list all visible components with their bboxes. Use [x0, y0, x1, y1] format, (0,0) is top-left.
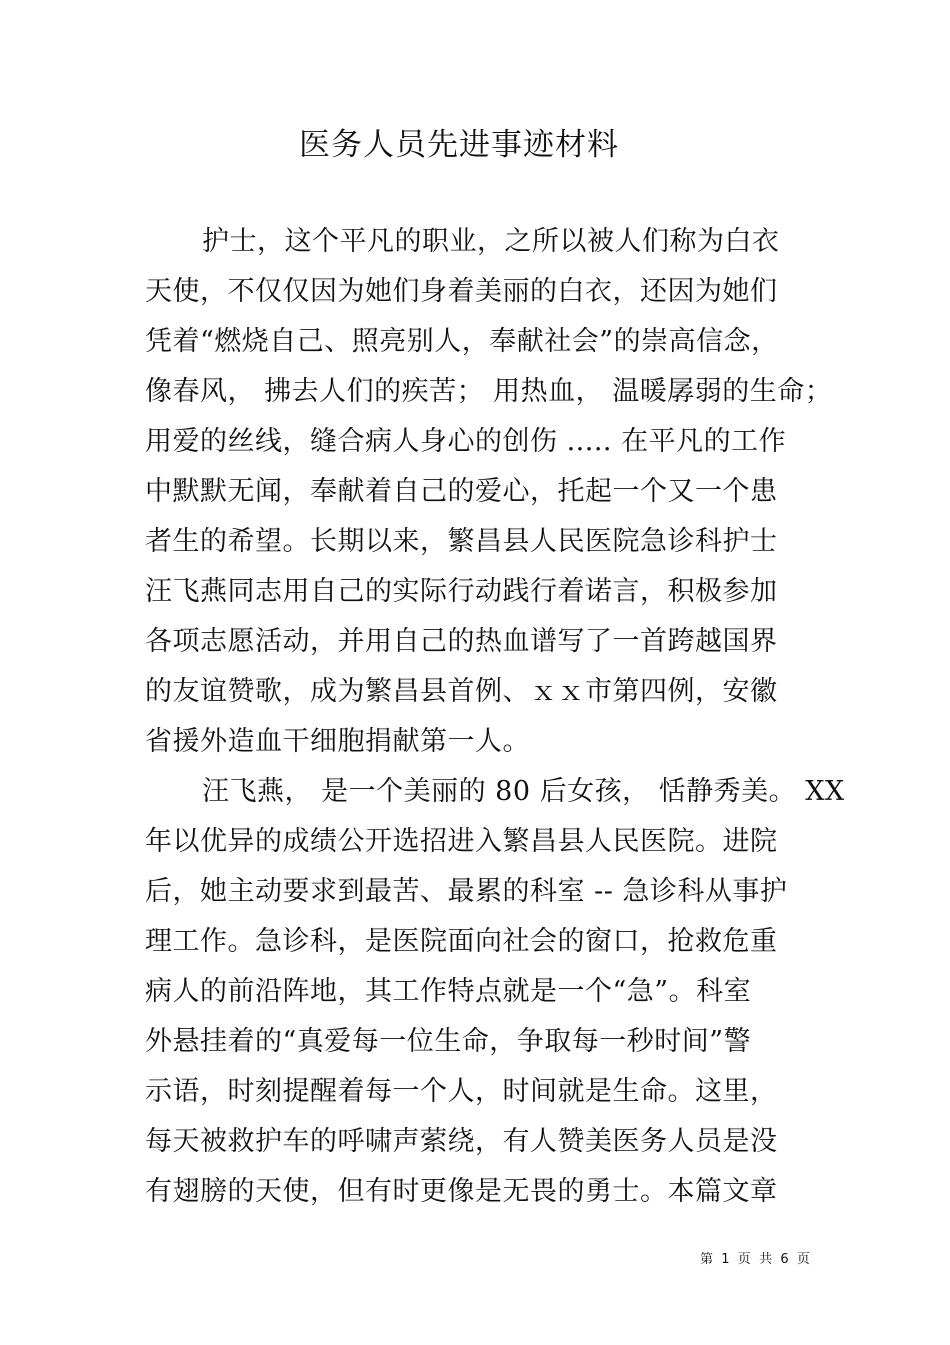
paragraph-2-line-5: 病人的前沿阵地，其工作特点就是一个“急”。科室 — [145, 976, 752, 1007]
paragraph-2-line-6: 外悬挂着的“真爱每一位生命，争取每一秒时间”警 — [145, 1026, 752, 1057]
paragraph-1-line-8: 汪飞燕同志用自己的实际行动践行着诺言，积极参加 — [145, 576, 778, 607]
paragraph-2-line-9: 有翅膀的天使，但有时更像是无畏的勇士。本篇文章 — [145, 1176, 778, 1207]
paragraph-1-line-2: 天使，不仅仅因为她们身着美丽的白衣，还因为她们 — [145, 276, 778, 307]
paragraph-1-line-5: 用爱的丝线，缝合病人身心的创伤 ..... 在平凡的工作 — [145, 426, 787, 457]
paragraph-1-line-3: 凭着“燃烧自己、照亮别人，奉献社会”的崇高信念， — [145, 326, 779, 357]
paragraph-2-line-3: 后，她主动要求到最苦、最累的科室 -- 急诊科从事护 — [145, 876, 788, 907]
paragraph-1-line-7: 者生的希望。长期以来，繁昌县人民医院急诊科护士 — [145, 526, 778, 557]
paragraph-2-line-7: 示语，时刻提醒着每一个人，时间就是生命。这里， — [145, 1076, 778, 1107]
paragraph-1-line-6: 中默默无闻，奉献着自己的爱心，托起一个又一个患 — [145, 476, 778, 507]
page-footer: 第 1 页 共 6 页 — [700, 1252, 810, 1267]
paragraph-2-line-4: 理工作。急诊科，是医院面向社会的窗口，抢救危重 — [145, 926, 778, 957]
paragraph-1-line-9: 各项志愿活动，并用自己的热血谱写了一首跨越国界 — [145, 626, 778, 657]
paragraph-1-line-1: 护士，这个平凡的职业，之所以被人们称为白衣 — [202, 226, 780, 257]
paragraph-2-line-8: 每天被救护车的呼啸声萦绕，有人赞美医务人员是没 — [145, 1126, 778, 1157]
paragraph-1-line-10: 的友谊赞歌，成为繁昌县首例、ｘｘ市第四例，安徽 — [145, 676, 778, 707]
page-title: 医务人员先进事迹材料 — [299, 127, 619, 163]
paragraph-2-line-2: 年以优异的成绩公开选招进入繁昌县人民医院。进院 — [145, 826, 778, 857]
paragraph-1-line-4: 像春风， 拂去人们的疾苦； 用热血， 温暖孱弱的生命； — [145, 376, 833, 407]
paragraph-2-line-1: 汪飞燕， 是一个美丽的 80 后女孩， 恬静秀美。 XX — [202, 776, 845, 807]
paragraph-1-line-11: 省援外造血干细胞捐献第一人。 — [145, 726, 530, 757]
